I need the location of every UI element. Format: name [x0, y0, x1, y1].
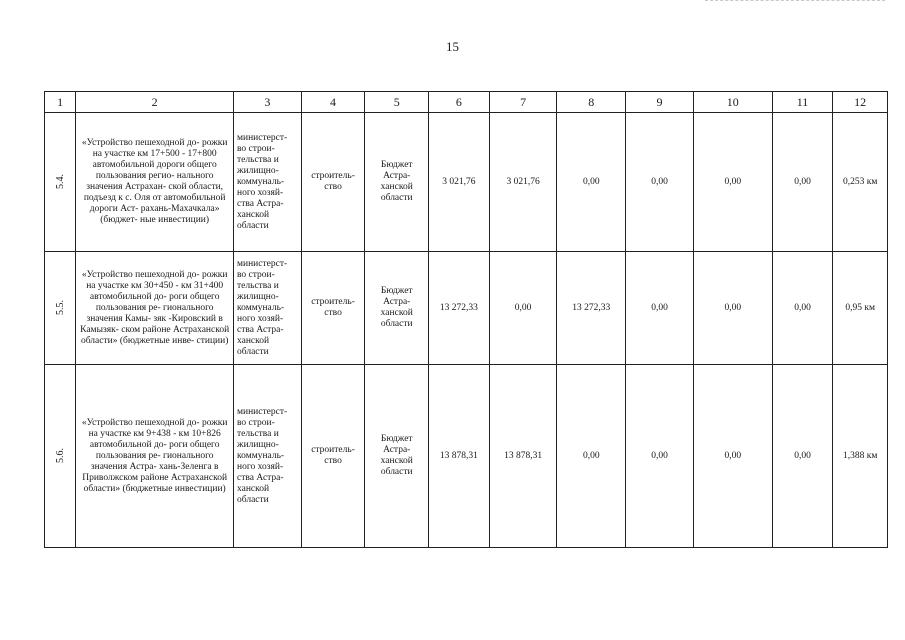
- value-col-7: 3 021,76: [489, 113, 557, 252]
- table-row: [45, 113, 888, 252]
- row-number-cell: [45, 252, 76, 365]
- project-name: «Устройство пешеходной до- рожки на участке км 30+450 - км 31+400 автомобильной до- роги общего пользования ре- гионального значения Камы- зяк -Кировский в Камызяк- ском районе Астраханской области» (бюджетные инве- стиции): [76, 252, 234, 365]
- header-col-1: 1: [45, 92, 76, 113]
- header-col-2: 2: [76, 92, 234, 113]
- value-col-7: 0,00: [489, 252, 557, 365]
- value-col-10: 0,00: [693, 365, 772, 548]
- budget-table: [44, 91, 888, 548]
- header-col-6: 6: [429, 92, 490, 113]
- value-col-9: 0,00: [626, 252, 694, 365]
- row-number: 5.5.: [54, 300, 66, 315]
- row-number-cell: [45, 113, 76, 252]
- row-number-cell: [45, 365, 76, 548]
- value-col-7: 13 878,31: [489, 365, 557, 548]
- value-col-11: 0,00: [772, 252, 833, 365]
- work-type: строитель- ство: [301, 113, 365, 252]
- value-col-8: 0,00: [557, 365, 626, 548]
- value-col-11: 0,00: [772, 113, 833, 252]
- value-col-11: 0,00: [772, 365, 833, 548]
- road-length: 0,95 км: [833, 252, 888, 365]
- value-col-8: 13 272,33: [557, 252, 626, 365]
- header-row: [45, 92, 888, 113]
- table-body: [45, 113, 888, 548]
- project-name: «Устройство пешеходной до- рожки на участке км 17+500 - 17+800 автомобильной дороги общего пользования регио- нального значения Астрахан- ской области, подъезд к с. Оля от автомобильной дороги Аст- рахань-Махачкала» (бюджет- ные инвестиции): [76, 113, 234, 252]
- header-col-12: 12: [833, 92, 888, 113]
- table-header: [45, 92, 888, 113]
- value-col-9: 0,00: [626, 113, 694, 252]
- page-number: 15: [446, 39, 459, 54]
- responsible-organization: министерст- во строи- тельства и жилищно- коммуналь- ного хозяй- ства Астра- ханской области: [234, 252, 302, 365]
- header-col-3: 3: [234, 92, 302, 113]
- row-number: 5.4.: [54, 174, 66, 189]
- top-edge-mark: [705, 0, 885, 5]
- project-name: «Устройство пешеходной до- рожки на участке км 9+438 - км 10+826 автомобильной до- роги общего пользования ре- гионального значения Астра- хань-Зеленга в Приволжском районе Астраханской области» (бюджетные инвестиции): [76, 365, 234, 548]
- responsible-organization: министерст- во строи- тельства и жилищно- коммуналь- ного хозяй- ства Астра- ханской области: [234, 113, 302, 252]
- responsible-organization: министерст- во строи- тельства и жилищно- коммуналь- ного хозяй- ства Астра- ханской области: [234, 365, 302, 548]
- funding-source: Бюджет Астра- ханской области: [365, 365, 429, 548]
- value-col-9: 0,00: [626, 365, 694, 548]
- value-col-8: 0,00: [557, 113, 626, 252]
- funding-source: Бюджет Астра- ханской области: [365, 113, 429, 252]
- value-col-10: 0,00: [693, 113, 772, 252]
- value-col-6: 13 272,33: [429, 252, 490, 365]
- road-length: 1,388 км: [833, 365, 888, 548]
- table-row: [45, 365, 888, 548]
- header-col-7: 7: [489, 92, 557, 113]
- header-col-10: 10: [693, 92, 772, 113]
- table-row: [45, 252, 888, 365]
- row-number: 5.6.: [54, 448, 66, 463]
- header-col-5: 5: [365, 92, 429, 113]
- value-col-10: 0,00: [693, 252, 772, 365]
- road-length: 0,253 км: [833, 113, 888, 252]
- header-col-11: 11: [772, 92, 833, 113]
- header-col-4: 4: [301, 92, 365, 113]
- work-type: строитель- ство: [301, 252, 365, 365]
- header-col-8: 8: [557, 92, 626, 113]
- value-col-6: 3 021,76: [429, 113, 490, 252]
- header-col-9: 9: [626, 92, 694, 113]
- work-type: строитель- ство: [301, 365, 365, 548]
- funding-source: Бюджет Астра- ханской области: [365, 252, 429, 365]
- value-col-6: 13 878,31: [429, 365, 490, 548]
